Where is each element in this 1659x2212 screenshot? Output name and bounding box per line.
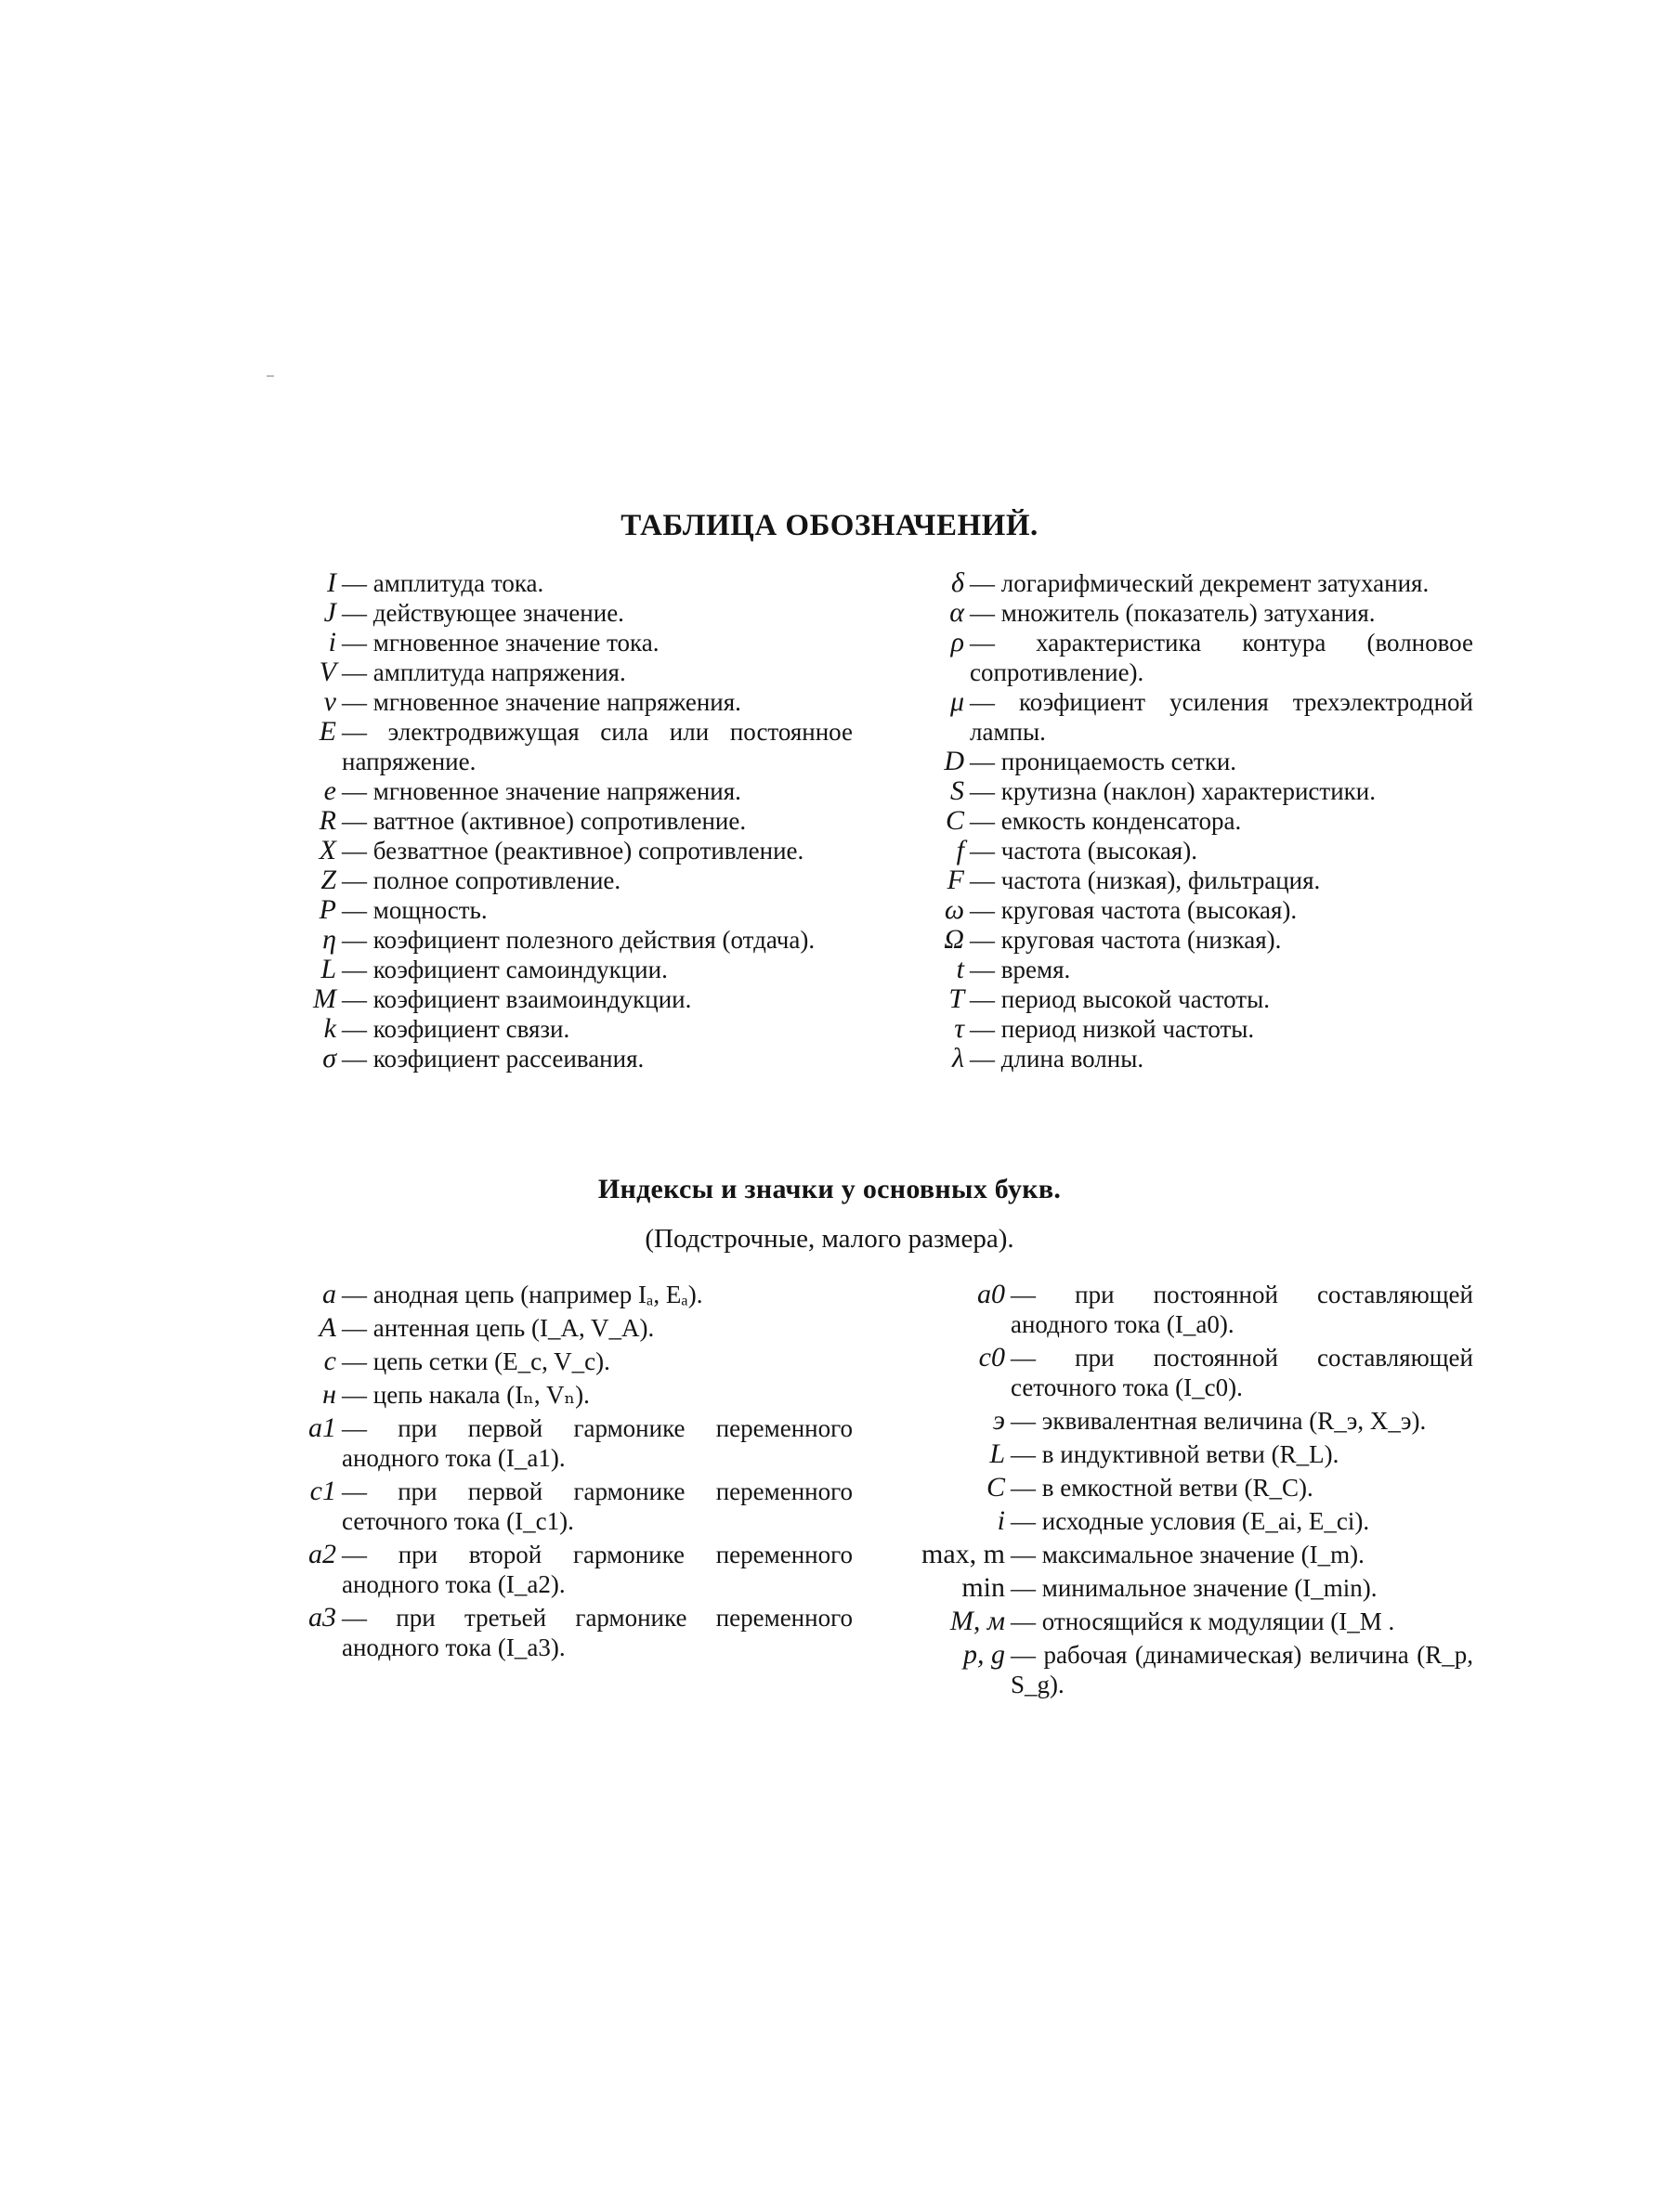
symbol: F xyxy=(947,865,964,895)
symbol: a0 xyxy=(977,1279,1005,1309)
symbol: ω xyxy=(944,894,964,925)
definition: — максимальное значение (I_m). xyxy=(1011,1541,1365,1568)
section-note: (Подстрочные, малого размера). xyxy=(645,1224,1014,1254)
definition: — коэфициент полезного действия (отдача). xyxy=(342,926,816,954)
list-item xyxy=(262,657,853,687)
definition: — при третьей гармонике переменного анодного тока (I_a3). xyxy=(342,1604,853,1661)
definition: — антенная цепь (I_A, V_A). xyxy=(342,1314,655,1342)
definition: — мгновенное значение напряжения. xyxy=(342,777,741,805)
list-item xyxy=(881,598,1473,628)
list-item xyxy=(855,1343,1473,1402)
definition: — период низкой частоты. xyxy=(970,1015,1255,1043)
symbol: c xyxy=(323,1346,336,1376)
list-item xyxy=(262,984,853,1014)
symbol: Z xyxy=(320,865,336,895)
list-item xyxy=(262,1477,853,1536)
list-item xyxy=(855,1607,1473,1636)
list-item xyxy=(262,776,853,806)
definition: — характеристика контура (волновое сопротивление). xyxy=(970,629,1473,686)
list-item xyxy=(262,1413,853,1473)
list-item xyxy=(855,1406,1473,1436)
list-item xyxy=(855,1506,1473,1536)
list-item xyxy=(881,925,1473,955)
definition: — полное сопротивление. xyxy=(342,866,621,894)
list-item xyxy=(881,776,1473,806)
symbol: C xyxy=(986,1472,1005,1503)
symbol: c0 xyxy=(978,1342,1005,1373)
list-item xyxy=(262,598,853,628)
symbol: M, м xyxy=(949,1606,1005,1636)
list-item xyxy=(262,1313,853,1343)
definition: — коэфициент усиления трехэлектродной лампы. xyxy=(970,688,1473,746)
definition: — проницаемость сетки. xyxy=(970,748,1237,775)
symbol: λ xyxy=(952,1043,964,1073)
symbol: τ xyxy=(954,1013,964,1044)
definition: — электродвижущая сила или постоянное напряжение. xyxy=(342,718,853,775)
definition: — эквивалентная величина (R_э, X_э). xyxy=(1011,1407,1427,1435)
definition: — цепь накала (Iₙ, Vₙ). xyxy=(342,1381,590,1409)
list-item xyxy=(262,1280,853,1309)
symbol: V xyxy=(319,657,336,687)
definition: — мгновенное значение напряжения. xyxy=(342,688,741,716)
symbol: I xyxy=(327,567,336,598)
symbol: D xyxy=(944,746,964,776)
list-item xyxy=(881,628,1473,687)
symbol: н xyxy=(322,1379,336,1410)
list-item xyxy=(262,806,853,836)
symbol: A xyxy=(319,1312,336,1343)
symbol: a1 xyxy=(308,1412,336,1443)
list-item xyxy=(855,1473,1473,1503)
list-item xyxy=(262,1380,853,1410)
list-item xyxy=(262,687,853,717)
definition: — коэфициент взаимоиндукции. xyxy=(342,985,692,1013)
definition: — амплитуда напряжения. xyxy=(342,658,626,686)
symbol: Ω xyxy=(944,924,964,955)
definition: — исходные условия (E_ai, E_ci). xyxy=(1011,1507,1370,1535)
list-item xyxy=(262,836,853,865)
list-item xyxy=(855,1439,1473,1469)
list-item xyxy=(881,895,1473,925)
symbol: M xyxy=(313,983,336,1014)
definition: — ваттное (активное) сопротивление. xyxy=(342,807,747,835)
definition: — при постоянной составляющей сеточного тока (I_c0). xyxy=(1011,1344,1473,1401)
definition: — круговая частота (низкая). xyxy=(970,926,1282,954)
section-subtitle: Индексы и значки у основных букв. xyxy=(597,1174,1062,1204)
definition: — круговая частота (высокая). xyxy=(970,896,1298,924)
symbol: μ xyxy=(949,686,964,717)
definition: — частота (низкая), фильтрация. xyxy=(970,866,1321,894)
index-list-left xyxy=(262,1280,853,1666)
definition: — безваттное (реактивное) сопротивление. xyxy=(342,837,804,865)
definition: — при первой гармонике переменного сеточного тока (I_c1). xyxy=(342,1477,853,1535)
symbol: c1 xyxy=(309,1476,336,1506)
list-item xyxy=(262,925,853,955)
definition: — емкость конденсатора. xyxy=(970,807,1242,835)
definition: — частота (высокая). xyxy=(970,837,1197,865)
definition: — в индуктивной ветви (R_L). xyxy=(1011,1440,1339,1468)
definition: — амплитуда тока. xyxy=(342,569,544,597)
symbol: a2 xyxy=(308,1539,336,1569)
symbol: t xyxy=(956,954,964,984)
symbol: E xyxy=(319,716,336,747)
list-item xyxy=(855,1540,1473,1569)
definition: — минимальное значение (I_min). xyxy=(1011,1574,1378,1602)
symbol: a xyxy=(322,1279,336,1309)
symbol: max, m xyxy=(921,1539,1005,1569)
list-item xyxy=(262,628,853,657)
list-item xyxy=(881,984,1473,1014)
list-item xyxy=(881,836,1473,865)
symbol: J xyxy=(323,597,336,628)
symbol: C xyxy=(945,805,964,836)
symbol: min xyxy=(961,1572,1005,1603)
list-item xyxy=(262,865,853,895)
symbol: L xyxy=(320,954,336,984)
scan-speck xyxy=(267,375,274,377)
symbol: f xyxy=(956,835,964,865)
symbol: σ xyxy=(322,1043,336,1073)
list-item xyxy=(262,1540,853,1599)
definition: — коэфициент самоиндукции. xyxy=(342,956,668,983)
definition: — крутизна (наклон) характеристики. xyxy=(970,777,1376,805)
definition: — цепь сетки (E_c, V_c). xyxy=(342,1347,610,1375)
list-item xyxy=(855,1640,1473,1699)
symbol: e xyxy=(323,775,336,806)
definition: — при постоянной составляющей анодного тока (I_a0). xyxy=(1011,1281,1473,1338)
list-item xyxy=(855,1280,1473,1339)
symbol: L xyxy=(989,1438,1005,1469)
symbol: δ xyxy=(951,567,964,598)
list-item xyxy=(881,747,1473,776)
definition: — коэфициент рассеивания. xyxy=(342,1045,645,1073)
symbol: k xyxy=(323,1013,336,1044)
list-item xyxy=(881,806,1473,836)
definition: — коэфициент связи. xyxy=(342,1015,570,1043)
definition: — период высокой частоты. xyxy=(970,985,1270,1013)
definition: — анодная цепь (например Iₐ, Eₐ). xyxy=(342,1281,703,1308)
definition: — логарифмический декремент затухания. xyxy=(970,569,1430,597)
index-list-right xyxy=(855,1280,1473,1703)
list-item xyxy=(881,865,1473,895)
symbol: T xyxy=(948,983,964,1014)
list-item xyxy=(262,1603,853,1662)
list-item xyxy=(881,1044,1473,1073)
symbol: v xyxy=(323,686,336,717)
definition: — действующее значение. xyxy=(342,599,624,627)
definition: — при второй гармонике переменного анодного тока (I_a2). xyxy=(342,1541,853,1598)
list-item xyxy=(262,1044,853,1073)
list-item xyxy=(262,955,853,984)
list-item xyxy=(262,1347,853,1376)
list-item xyxy=(855,1573,1473,1603)
page-title: ТАБЛИЦА ОБОЗНАЧЕНИЙ. xyxy=(620,509,1039,542)
list-item xyxy=(262,568,853,598)
list-item xyxy=(881,955,1473,984)
definition: — мощность. xyxy=(342,896,488,924)
definition: — множитель (показатель) затухания. xyxy=(970,599,1376,627)
symbol: S xyxy=(950,775,964,806)
definition: — время. xyxy=(970,956,1071,983)
list-item xyxy=(262,1014,853,1044)
symbol: i xyxy=(328,627,336,657)
symbol: α xyxy=(949,597,964,628)
list-item xyxy=(262,717,853,776)
list-item xyxy=(881,1014,1473,1044)
symbol: P xyxy=(319,894,336,925)
notation-list-right xyxy=(881,568,1473,1073)
list-item xyxy=(881,568,1473,598)
symbol: э xyxy=(992,1405,1005,1436)
symbol: X xyxy=(319,835,336,865)
list-item xyxy=(881,687,1473,747)
symbol: η xyxy=(322,924,336,955)
definition: — мгновенное значение тока. xyxy=(342,629,660,657)
symbol: R xyxy=(319,805,336,836)
definition: — относящийся к модуляции (I_M . xyxy=(1011,1607,1395,1635)
definition: — при первой гармонике переменного анодного тока (I_a1). xyxy=(342,1414,853,1472)
list-item xyxy=(262,895,853,925)
symbol: a3 xyxy=(308,1602,336,1633)
symbol: p, g xyxy=(963,1639,1005,1670)
definition: — рабочая (динамическая) величина (R_p, S_g). xyxy=(1011,1641,1473,1698)
symbol: i xyxy=(997,1505,1005,1536)
definition: — в емкостной ветви (R_C). xyxy=(1011,1474,1313,1502)
notation-list-left xyxy=(262,568,853,1073)
definition: — длина волны. xyxy=(970,1045,1144,1073)
symbol: ρ xyxy=(950,627,964,657)
